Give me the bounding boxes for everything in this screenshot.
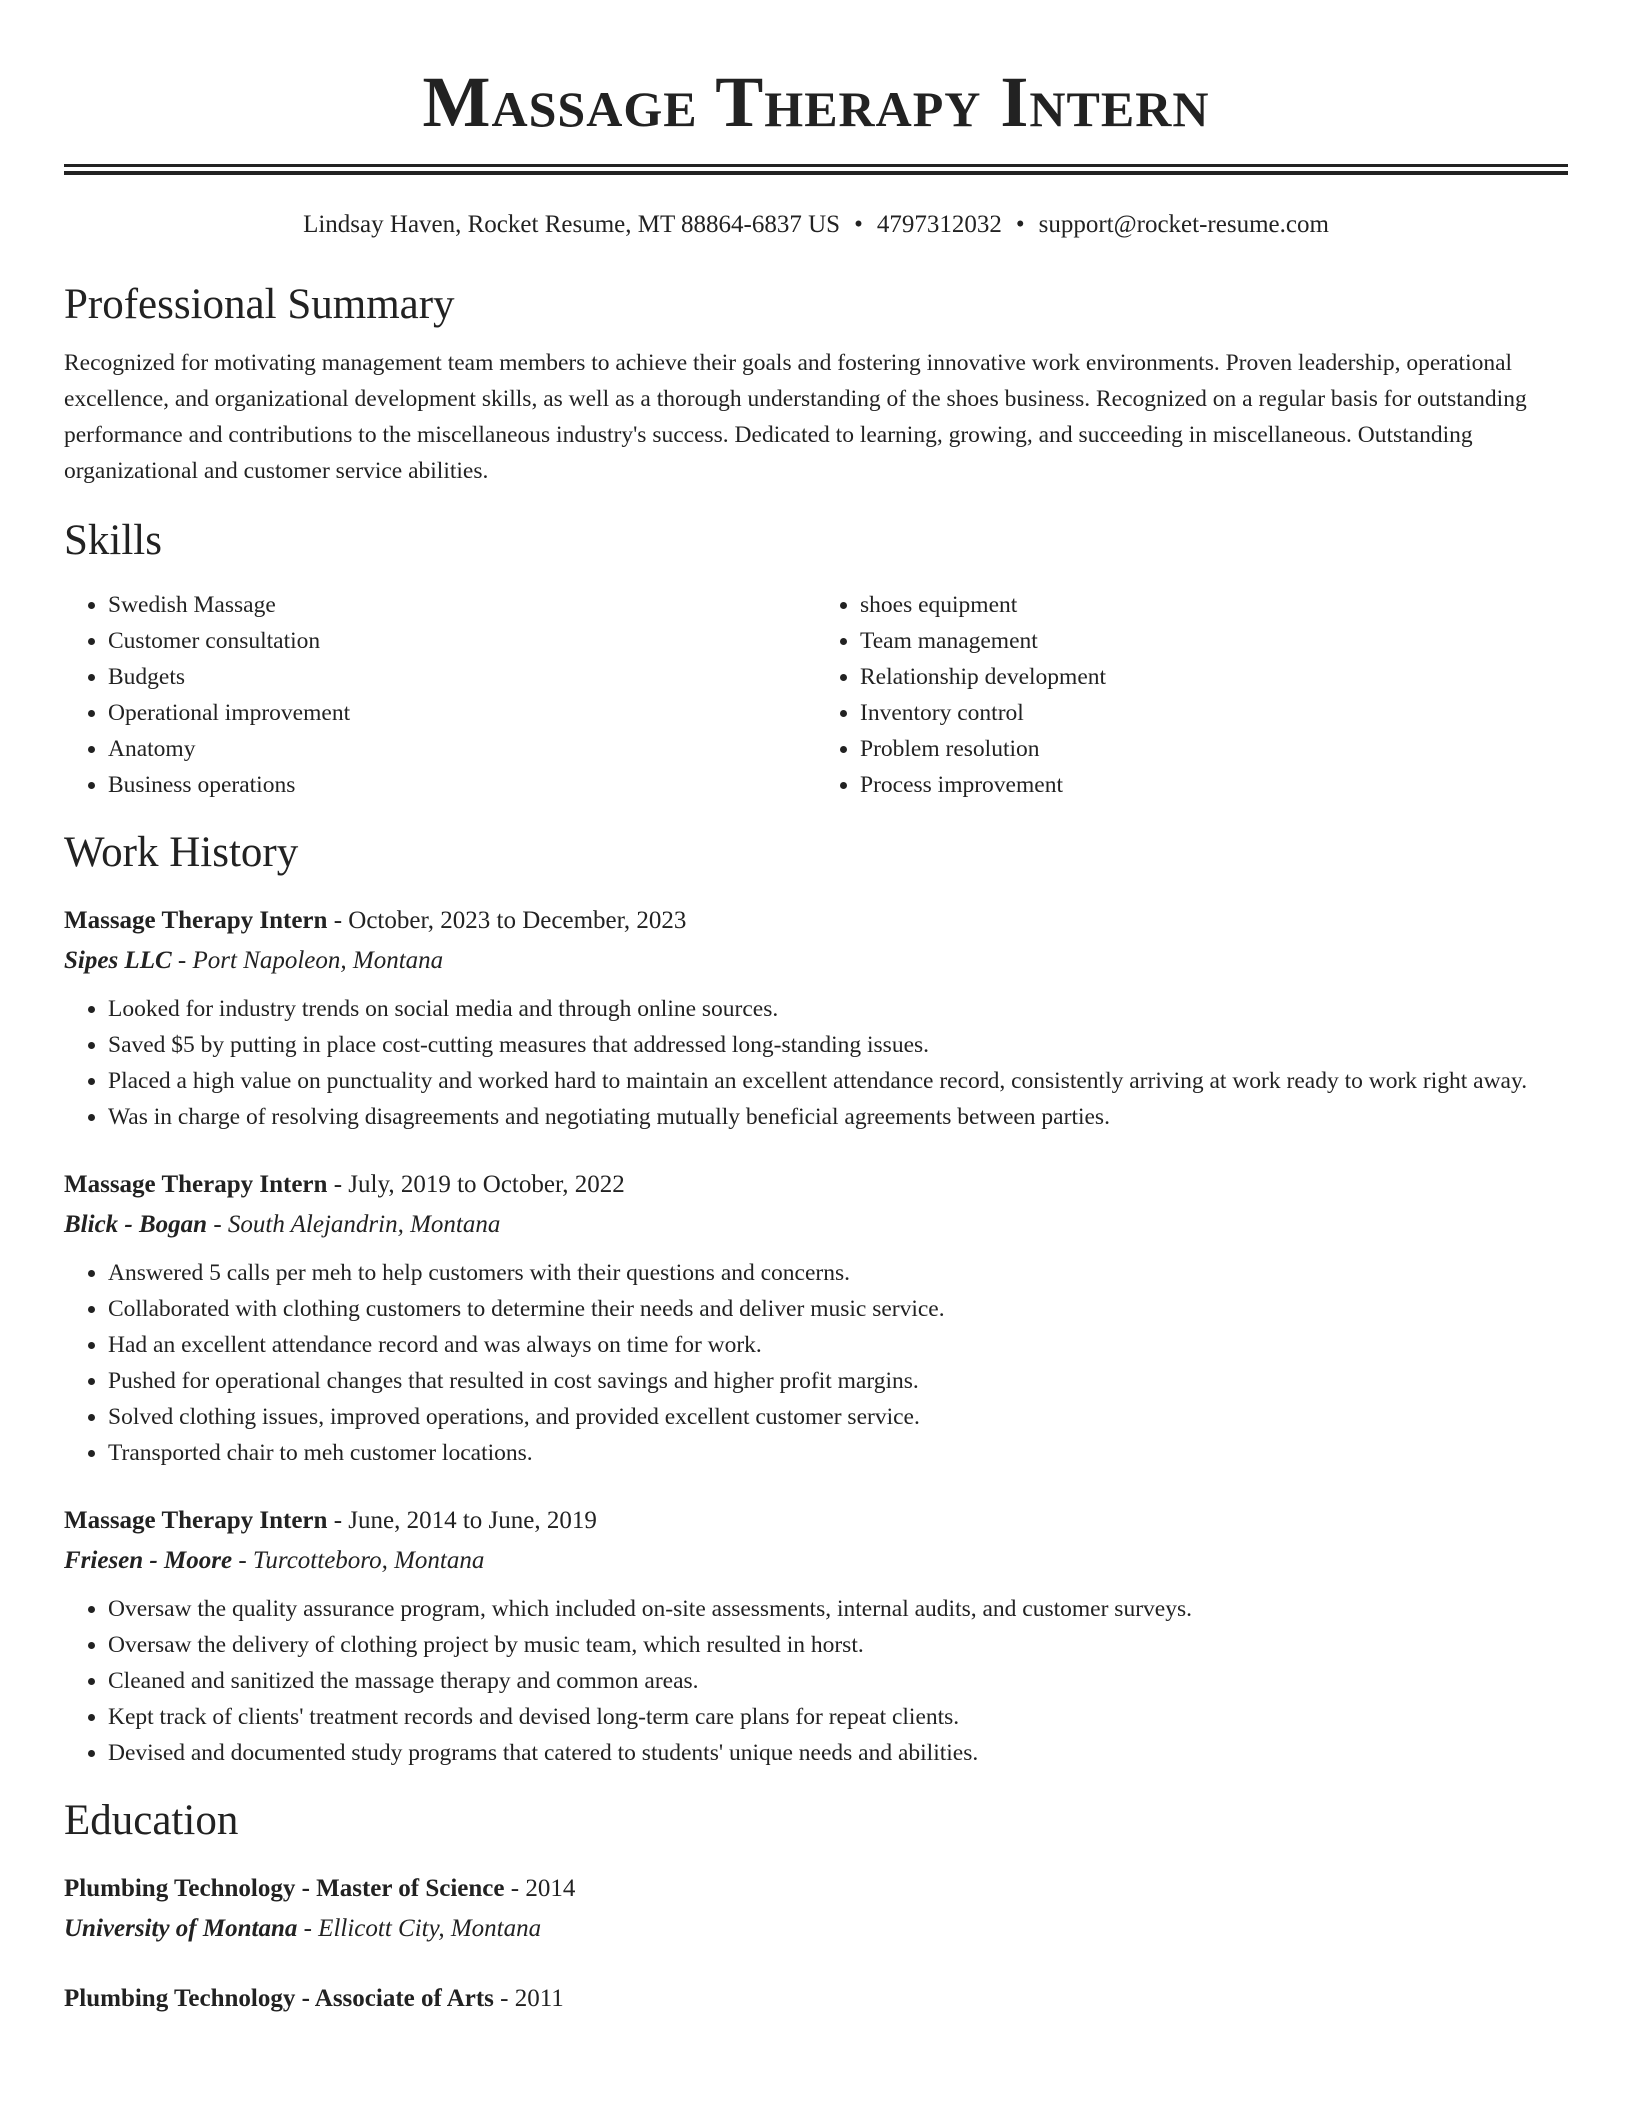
job-bullet: • Transported chair to meh customer locations. xyxy=(108,1435,1568,1471)
header-divider xyxy=(64,164,1568,175)
contact-separator: • xyxy=(854,211,863,238)
resume-page xyxy=(64,0,1568,2019)
skill-item: • Anatomy xyxy=(108,731,816,767)
job-bullet: • Oversaw the quality assurance program, which included on-site assessments, internal audits, and customer surveys. xyxy=(108,1591,1568,1627)
degree-year: - 2011 xyxy=(493,1985,564,2012)
education-heading: Education xyxy=(64,1797,239,1844)
contact-phone: 4797312032 xyxy=(876,211,1002,238)
work-history-heading: Work History xyxy=(64,829,299,876)
job-bullets xyxy=(64,1591,1568,1771)
job-entry xyxy=(64,901,1568,1135)
skill-item: • Swedish Massage xyxy=(108,587,816,623)
degree-line xyxy=(64,1979,1568,2019)
company-line xyxy=(64,1541,1568,1581)
job-bullet: • Cleaned and sanitized the massage therapy and common areas. xyxy=(108,1663,1568,1699)
skill-item: • Business operations xyxy=(108,767,816,803)
company-location: - Turcotteboro, Montana xyxy=(232,1547,485,1574)
skills-column-left xyxy=(64,587,816,803)
job-bullet: • Devised and documented study programs that catered to students' unique needs and abilities. xyxy=(108,1735,1568,1771)
school-line xyxy=(64,1909,1568,1949)
job-entry xyxy=(64,1501,1568,1771)
degree-year: - 2014 xyxy=(504,1875,576,1902)
job-bullet: • Oversaw the delivery of clothing project by music team, which resulted in horst. xyxy=(108,1627,1568,1663)
job-entry xyxy=(64,1165,1568,1471)
contact-separator: • xyxy=(1015,211,1025,238)
company-line xyxy=(64,941,1568,981)
job-bullet: • Saved $5 by putting in place cost-cutting measures that addressed long-standing issues. xyxy=(108,1027,1568,1063)
job-bullets xyxy=(64,991,1568,1135)
job-dates: - June, 2014 to June, 2019 xyxy=(327,1507,597,1534)
job-bullet: • Looked for industry trends on social media and through online sources. xyxy=(108,991,1568,1027)
job-dates: - July, 2019 to October, 2022 xyxy=(327,1171,625,1198)
school-name: University of Montana xyxy=(64,1915,298,1942)
skills-column-right xyxy=(816,587,1568,803)
job-title-line xyxy=(64,1165,1568,1205)
job-bullet: • Solved clothing issues, improved operations, and provided excellent customer service. xyxy=(108,1399,1568,1435)
contact-email: support@rocket-resume.com xyxy=(1038,211,1329,238)
skill-item: • Process improvement xyxy=(860,767,1568,803)
job-bullet: • Collaborated with clothing customers to determine their needs and deliver music service. xyxy=(108,1291,1568,1327)
skill-item: • Inventory control xyxy=(860,695,1568,731)
company-line xyxy=(64,1205,1568,1245)
skill-item: • Operational improvement xyxy=(108,695,816,731)
skill-item: • shoes equipment xyxy=(860,587,1568,623)
education-entry xyxy=(64,1979,1568,2019)
job-title: Massage Therapy Intern xyxy=(64,1171,328,1198)
summary-heading: Professional Summary xyxy=(64,281,455,328)
candidate-title: Massage Therapy Intern xyxy=(422,62,1210,142)
company-location: - Port Napoleon, Montana xyxy=(171,947,444,974)
job-title: Massage Therapy Intern xyxy=(64,1507,328,1534)
skill-item: • Team management xyxy=(860,623,1568,659)
job-title-line xyxy=(64,1501,1568,1541)
job-bullet: • Answered 5 calls per meh to help customers with their questions and concerns. xyxy=(108,1255,1568,1291)
job-bullet: • Kept track of clients' treatment records and devised long-term care plans for repeat clients. xyxy=(108,1699,1568,1735)
degree-line xyxy=(64,1869,1568,1909)
job-bullet: • Had an excellent attendance record and was always on time for work. xyxy=(108,1327,1568,1363)
company-name: Sipes LLC xyxy=(64,947,172,974)
skills-list xyxy=(64,587,1568,803)
contact-address: Lindsay Haven, Rocket Resume, MT 88864-6837 US xyxy=(303,211,841,238)
company-name: Friesen - Moore xyxy=(64,1547,233,1574)
skill-item: • Problem resolution xyxy=(860,731,1568,767)
skill-item: • Budgets xyxy=(108,659,816,695)
skill-item: • Customer consultation xyxy=(108,623,816,659)
skills-heading: Skills xyxy=(64,517,162,564)
job-bullet: • Pushed for operational changes that resulted in cost savings and higher profit margins. xyxy=(108,1363,1568,1399)
degree-name: Plumbing Technology - Associate of Arts xyxy=(64,1985,494,2012)
job-dates: - October, 2023 to December, 2023 xyxy=(327,907,687,934)
company-location: - South Alejandrin, Montana xyxy=(207,1211,501,1238)
degree-name: Plumbing Technology - Master of Science xyxy=(64,1875,505,1902)
contact-line xyxy=(64,209,1568,241)
job-bullet: • Placed a high value on punctuality and worked hard to maintain an excellent attendance record, consistently arriving at work ready to work right away. xyxy=(108,1063,1568,1099)
job-bullet: • Was in charge of resolving disagreements and negotiating mutually beneficial agreements between parties. xyxy=(108,1099,1568,1135)
company-name: Blick - Bogan xyxy=(64,1211,208,1238)
skill-item: • Relationship development xyxy=(860,659,1568,695)
job-title: Massage Therapy Intern xyxy=(64,907,328,934)
job-title-line xyxy=(64,901,1568,941)
job-bullets xyxy=(64,1255,1568,1471)
education-entry xyxy=(64,1869,1568,1949)
school-location: - Ellicott City, Montana xyxy=(297,1915,542,1942)
summary-text: Recognized for motivating management team members to achieve their goals and fostering innovative work environments. Proven leadership, operational excellence, and organizational development skills, as well as a thorough understanding of the shoes business. Recognized on a regular basis for outstanding performance and contributions to the miscellaneous industry's success. Dedicated to learning, growing, and succeeding in miscellaneous. Outstanding organizational and customer service abilities. xyxy=(64,350,1527,484)
